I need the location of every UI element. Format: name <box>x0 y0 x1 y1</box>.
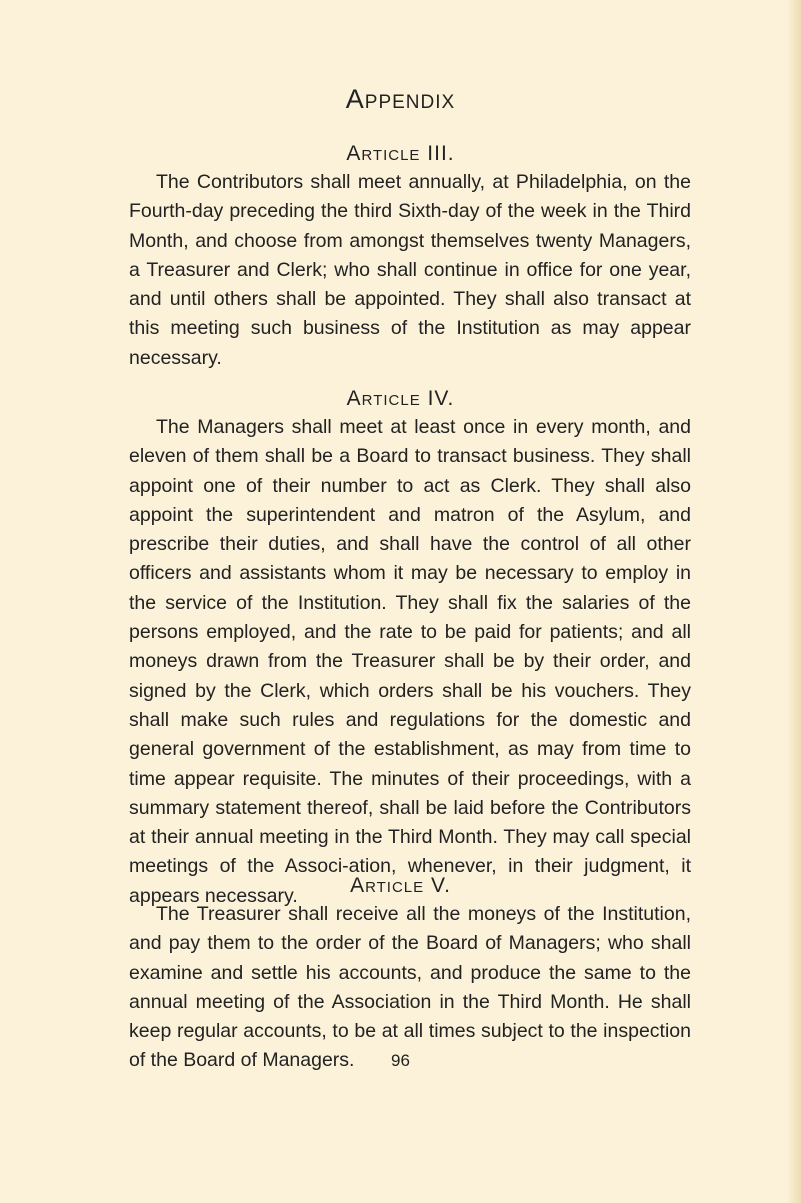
article-heading: Article IV. <box>346 387 455 410</box>
page-edge-shadow <box>787 0 801 1203</box>
article-heading: Article III. <box>346 142 455 165</box>
page-number: 96 <box>391 1051 410 1070</box>
article-paragraph: The Managers shall meet at least once in every month, and eleven of them shall be a Board to transact business. They shall appoint one of their number to act as Clerk. They shall also appoint the superintendent and matron of the Asylum, and prescribe their duties, and shall have the control of all other officers and assistants whom it may be necessary to employ in the service of the Institution. They shall fix the salaries of the persons employed, and the rate to be paid for patients; and all moneys drawn from the Treasurer shall be by their order, and signed by the Clerk, which orders shall be his vouchers. They shall make such rules and regulations for the domestic and general government of the establishment, as may from time to time appear requisite. The minutes of their proceedings, with a summary statement thereof, shall be laid before the Contributors at their annual meeting in the Third Month. They may call special meetings of the Associ-ation, whenever, in their judgment, it appears necessary. <box>129 416 691 907</box>
article-heading: Article V. <box>350 874 451 897</box>
running-header: Appendix <box>345 84 456 114</box>
article-paragraph: The Treasurer shall receive all the moneys of the Institution, and pay them to the order of the Board of Managers; who shall examine and settle his accounts, and produce the same to the annual meeting of the Association in the Third Month. He shall keep regular accounts, to be at all times subject to the inspection of the Board of Managers. <box>129 903 691 1072</box>
article-paragraph: The Contributors shall meet annually, at Philadelphia, on the Fourth-day preceding the third Sixth-day of the week in the Third Month, and choose from amongst themselves twenty Managers, a Treasurer and Clerk; who shall continue in office for one year, and until others shall be appointed. They shall also transact at this meeting such business of the Institution as may appear necessary. <box>129 171 691 369</box>
